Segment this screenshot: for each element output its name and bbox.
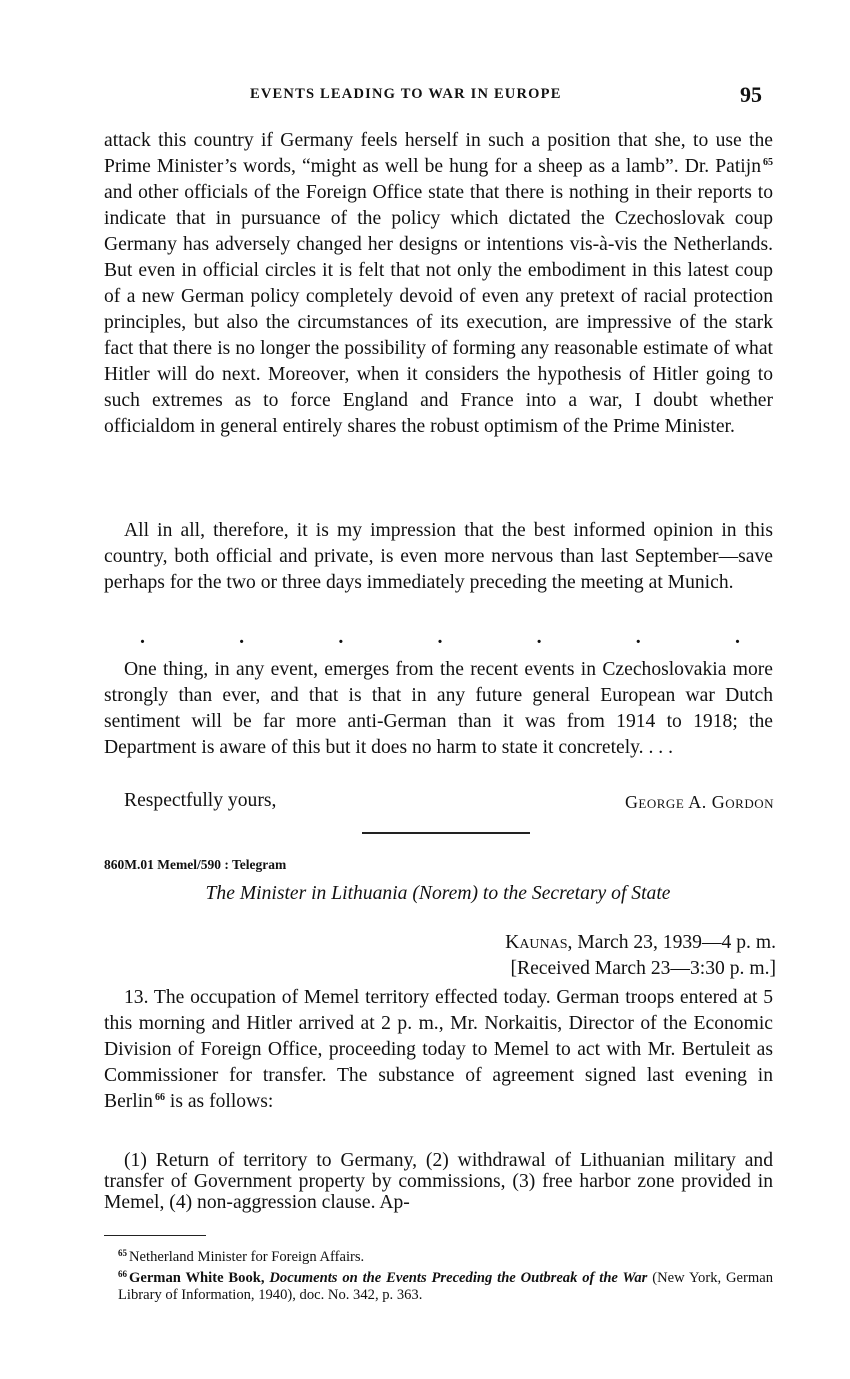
dateline-place: Kaunas, xyxy=(505,932,573,953)
file-reference: 860M.01 Memel/590 : Telegram xyxy=(104,857,287,872)
footnote-66-text-a: German White Book, xyxy=(129,1270,270,1286)
omission-dot: . xyxy=(338,626,344,648)
dateline-received: [Received March 23—3:30 p. m.] xyxy=(510,958,776,979)
omission-dot: . xyxy=(437,626,443,648)
telegram-paragraph-2: (1) Return of territory to Germany, (2) withdrawal of Lithuanian military and transfer of Government property by commissions, (3) free harbor zone provided in Memel, (4) non-aggression clause. Ap- xyxy=(104,1150,773,1213)
closing: Respectfully yours, xyxy=(124,790,277,811)
letter-paragraph-2: All in all, therefore, it is my impression that the best informed opinion in this country, both official and private, is even more nervous than last September—save perhaps for the two or three days immediately preceding the meeting at Munich. xyxy=(104,520,773,593)
footnote-65 xyxy=(104,1245,773,1266)
section-divider xyxy=(362,832,530,834)
telegram-paragraph-1 xyxy=(104,985,773,1115)
footnote-ref-66[interactable]: 66 xyxy=(154,1092,165,1103)
dateline-sent xyxy=(440,930,776,956)
footnote-ref-65[interactable]: 65 xyxy=(763,157,773,168)
dateline xyxy=(440,930,776,982)
running-head: EVENTS LEADING TO WAR IN EUROPE xyxy=(250,86,562,102)
telegram-paragraph-1-text-a: 13. The occupation of Memel territory effected today. German troops entered at 5 this morning and Hitler arrived at 2 p. m., Mr. Norkaitis, Director of the Economic Division of Foreign Office, proceeding today to Memel to act with Mr. Bertuleit as Commissioner for transfer. The substance of agreement signed last evening in Berlin xyxy=(104,987,773,1112)
letter-paragraph-1-text-a: attack this country if Germany feels herself in such a position that she, to use the Prime Minister’s words, “might as well be hung for a sheep as a lamb”. Dr. Patijn xyxy=(104,130,773,177)
omission-dots xyxy=(140,626,740,649)
letter-paragraph-1 xyxy=(104,128,773,440)
letter-paragraph-1-text-b: and other officials of the Foreign Office state that there is nothing in their reports to indicate that in pursuance of the policy which dictated the Czechoslovak coup Germany has adversely changed her designs or intentions vis-à-vis the Netherlands. But even in official circles it is felt that not only the embodiment in this latest coup of a new German policy completely devoid of even any pretext of racial protection principles, but also the circumstances of its execution, are impressive of the stark fact that there is no longer the possibility of forming any reasonable estimate of what Hitler will do next. Moreover, when it considers the hypothesis of Hitler going to such extremes as to force England and France into a war, I doubt whether officialdom in general entirely shares the robust optimism of the Prime Minister. xyxy=(104,182,773,437)
omission-dot: . xyxy=(239,626,245,648)
page-number: 95 xyxy=(740,82,762,107)
omission-dot: . xyxy=(734,626,740,648)
footnote-66-text-b: (New York, German Library of Information, 1940), doc. No. 342, p. 363. xyxy=(118,1270,773,1303)
footnote-66-title: Documents on the Events Preceding the Outbreak of the War xyxy=(269,1270,648,1286)
telegram-paragraph-1-text-b: is as follows: xyxy=(164,1091,274,1112)
footnote-65-mark: 65 xyxy=(118,1248,127,1258)
letter-paragraph-3: One thing, in any event, emerges from the recent events in Czechoslovakia more strongly than ever, and that is that in any future general European war Dutch sentiment will be far more anti-German than it was from 1914 to 1918; the Department is aware of this but it does no harm to state it concretely. . . . xyxy=(104,659,773,758)
footnote-divider xyxy=(104,1235,206,1236)
footnote-65-text: Netherland Minister for Foreign Affairs. xyxy=(129,1249,365,1265)
telegram-title: The Minister in Lithuania (Norem) to the Secretary of State xyxy=(205,883,671,904)
omission-dot: . xyxy=(536,626,542,648)
dateline-sent-text: March 23, 1939—4 p. m. xyxy=(572,932,776,953)
omission-dot: . xyxy=(140,626,145,648)
footnotes xyxy=(104,1245,773,1304)
omission-dot: . xyxy=(635,626,641,648)
footnote-66-mark: 66 xyxy=(118,1269,127,1279)
footnote-66 xyxy=(104,1266,773,1304)
signoff xyxy=(124,790,774,813)
signature: George A. Gordon xyxy=(624,792,774,812)
